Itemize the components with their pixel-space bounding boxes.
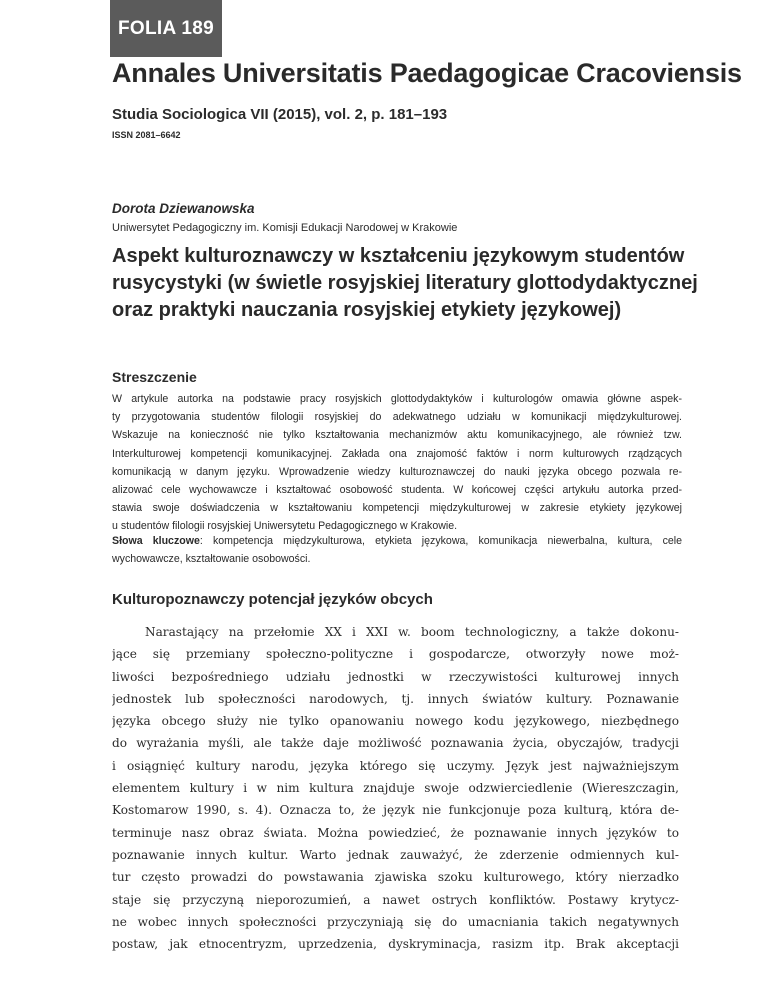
abstract-body xyxy=(112,390,682,536)
section-heading: Kulturopoznawczy potencjał języków obcych xyxy=(112,591,433,608)
keywords-line xyxy=(112,532,682,550)
abstract-line: ty przygotowania studentów filologii rosyjskiej do adekwatnego udziału w komunikacji międzykulturowej. xyxy=(112,411,682,424)
abstract-line: Interkulturowej kompetencji komunikacyjnej. Zakłada ona znajomość faktów i norm kulturowych rządzących xyxy=(112,447,682,460)
keywords-list: : kompetencja międzykulturowa, etykieta językowa, komunikacja niewerbalna, kultura, cele xyxy=(199,535,682,547)
body-line: postaw, jak etnocentryzm, uprzedzenia, dyskryminacja, rasizm itp. Brak akceptacji xyxy=(112,937,679,952)
title-line: rusycystyki (w świetle rosyjskiej literatury glottodydaktycznej xyxy=(112,272,698,294)
abstract-line: W artykule autorka na podstawie pracy rosyjskich glottodydaktyków i kulturologów omawia główne aspek- xyxy=(112,393,682,405)
abstract-line: stawia swoje doświadczenia w kształtowaniu kompetencji międzykulturowej w zakresie etykiety językowej xyxy=(112,502,682,515)
body-line: Kostomarow 1990, s. 4). Oznacza to, że język nie funkcjonuje poza kulturą, która de- xyxy=(112,803,679,818)
body-line: ne wobec innych społeczności przyczyniają się do umacniania takich negatywnych xyxy=(112,914,679,929)
keywords-label: Słowa kluczowe xyxy=(112,535,200,547)
body-line: jące się przemiany społeczno-polityczne i gospodarcze, otworzyły nowe moż- xyxy=(112,647,679,662)
issn: ISSN 2081–6642 xyxy=(112,130,181,140)
series-info: Studia Sociologica VII (2015), vol. 2, p. 181–193 xyxy=(112,106,448,123)
journal-title: Annales Universitatis Paedagogicae Cracoviensis xyxy=(112,58,742,88)
keywords-line: wychowawcze, kształtowanie osobowości. xyxy=(112,553,311,566)
abstract-line: komunikacją w danym języku. Wprowadzenie wiedzy kulturoznawczej do nauki języka obcego pozwala re- xyxy=(112,465,682,478)
abstract-line: u studentów filologii rosyjskiej Uniwersytetu Pedagogicznego w Krakowie. xyxy=(112,520,458,533)
body-line: jednostek lub społeczności narodowych, tj. innych światów kultury. Poznawanie xyxy=(112,691,679,706)
article-title xyxy=(112,243,698,324)
folia-badge: FOLIA 189 xyxy=(110,0,222,57)
abstract-line: Wskazuje na konieczność nie tylko kształtowania mechanizmów aktu komunikacyjnego, ale również tzw. xyxy=(112,429,682,442)
title-line: Aspekt kulturoznawczy w kształceniu językowym studentów xyxy=(112,245,685,267)
abstract-line: alizować cele wychowawcze i kształtować osobowość studenta. W końcowej części artykułu autorka przed- xyxy=(112,484,682,497)
author-name: Dorota Dziewanowska xyxy=(112,201,255,216)
body-line: poznawanie innych kultur. Warto jednak zauważyć, że zderzenie odmiennych kul- xyxy=(112,847,679,862)
body-line: staje się przyczyną nieporozumień, a nawet ostrych konfliktów. Postawy krytycz- xyxy=(112,892,679,907)
title-line: oraz praktyki nauczania rosyjskiej etykiety językowej) xyxy=(112,299,622,321)
keywords xyxy=(112,532,682,568)
author-affiliation: Uniwersytet Pedagogiczny im. Komisji Edukacji Narodowej w Krakowie xyxy=(112,222,458,234)
body-line: i osiągnięć kultury narodu, języka którego się uczymy. Język jest najważniejszym xyxy=(112,758,679,773)
body-line: Narastający na przełomie XX i XXI w. boom technologiczny, a także dokonu- xyxy=(145,625,679,639)
body-line: liwości bezpośredniego udziału jednostki w rzeczywistości kulturowej innych xyxy=(112,669,679,684)
section-body xyxy=(112,621,679,955)
body-line: tur często prowadzi do powstawania zjawiska szoku kulturowego, który nierzadko xyxy=(112,870,679,885)
body-line: elementem kultury i w nim kultura znajduje swoje odzwierciedlenie (Wiereszczagin, xyxy=(112,781,679,796)
body-line: do wyrażania myśli, ale także daje możliwość poznawania życia, obyczajów, tradycji xyxy=(112,736,679,751)
body-line: języka obcego służy nie tylko opanowaniu nowego kodu językowego, niezbędnego xyxy=(112,714,679,729)
abstract-heading: Streszczenie xyxy=(112,369,197,385)
body-line: terminuje nasz obraz świata. Można powiedzieć, że poznawanie innych języków to xyxy=(112,825,679,840)
